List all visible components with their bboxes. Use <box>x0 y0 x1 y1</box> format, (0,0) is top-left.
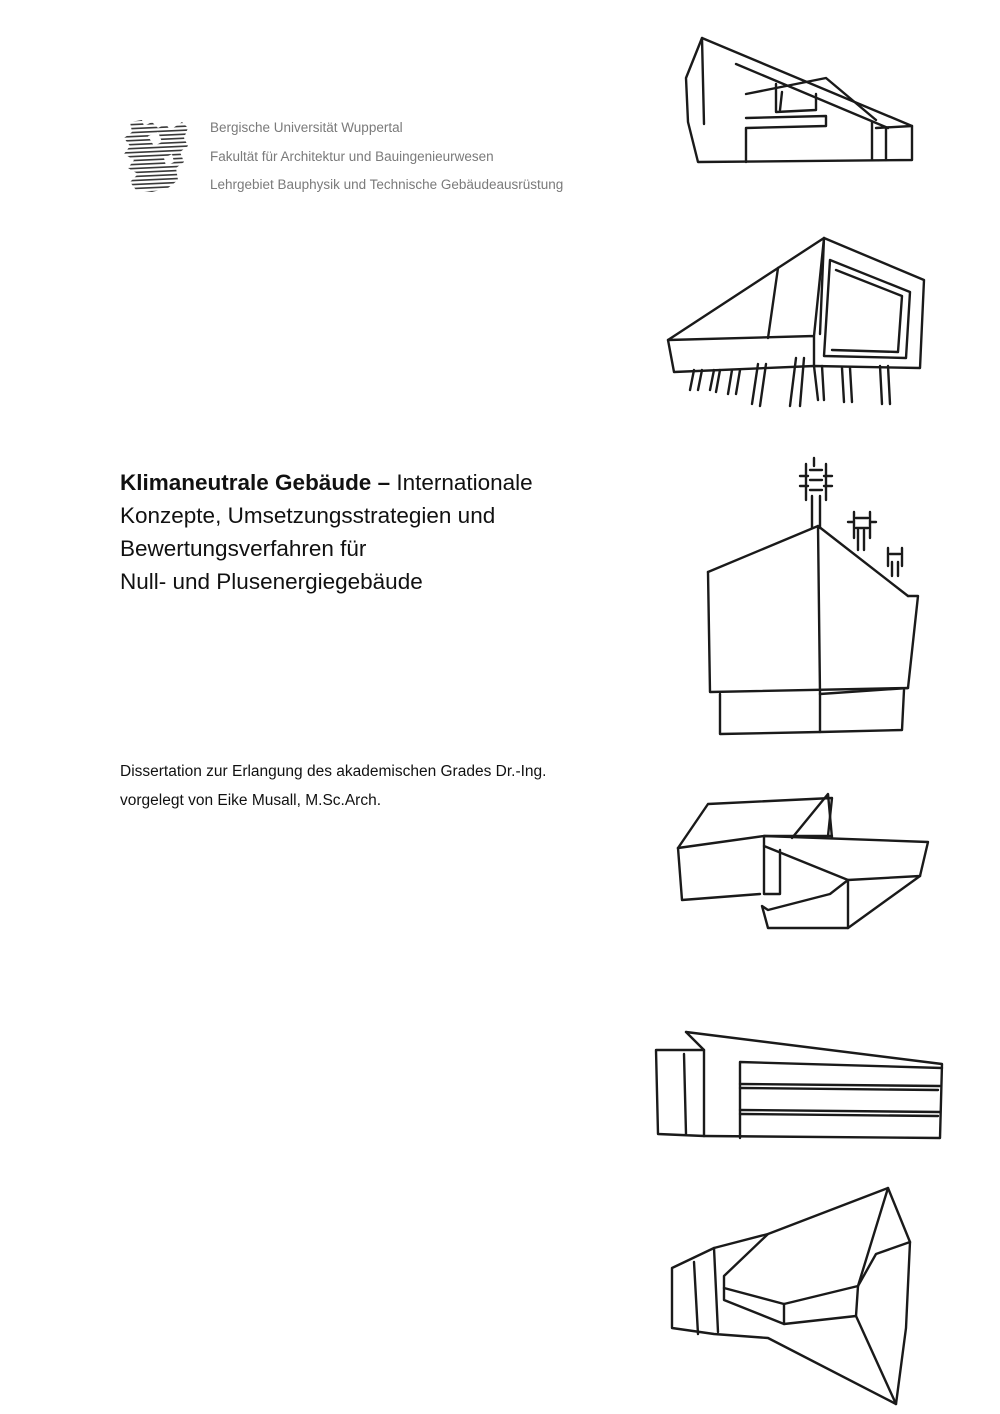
title-line-1 <box>120 466 660 499</box>
building-sketch-1 <box>676 34 920 170</box>
building-sketch-3 <box>702 456 922 738</box>
university-logo <box>122 118 190 194</box>
author-line: vorgelegt von Eike Musall, M.Sc.Arch. <box>120 792 382 809</box>
heraldic-lion-icon <box>122 118 190 194</box>
university-name: Bergische Universität Wuppertal <box>210 120 403 135</box>
degree-line: Dissertation zur Erlangung des akademischen Grades Dr.-Ing. <box>120 763 547 780</box>
building-sketch-4 <box>672 790 936 932</box>
title-line-1-rest: Internationale <box>390 470 533 495</box>
building-sketch-2 <box>664 234 928 412</box>
title-line-3: Bewertungsverfahren für <box>120 536 367 561</box>
dissertation-subtitle <box>120 760 546 818</box>
institution-block <box>210 118 563 204</box>
building-sketch-6 <box>664 1184 916 1410</box>
department-name: Lehrgebiet Bauphysik und Technische Gebäudeausrüstung <box>210 177 564 192</box>
title-line-4: Null- und Plusenergiegebäude <box>120 569 423 594</box>
title-bold: Klimaneutrale Gebäude – <box>120 470 391 495</box>
building-sketch-5 <box>652 1026 948 1142</box>
dissertation-title <box>120 466 660 598</box>
title-line-2: Konzepte, Umsetzungsstrategien und <box>120 503 496 528</box>
faculty-name: Fakultät für Architektur und Bauingenieurwesen <box>210 148 494 164</box>
